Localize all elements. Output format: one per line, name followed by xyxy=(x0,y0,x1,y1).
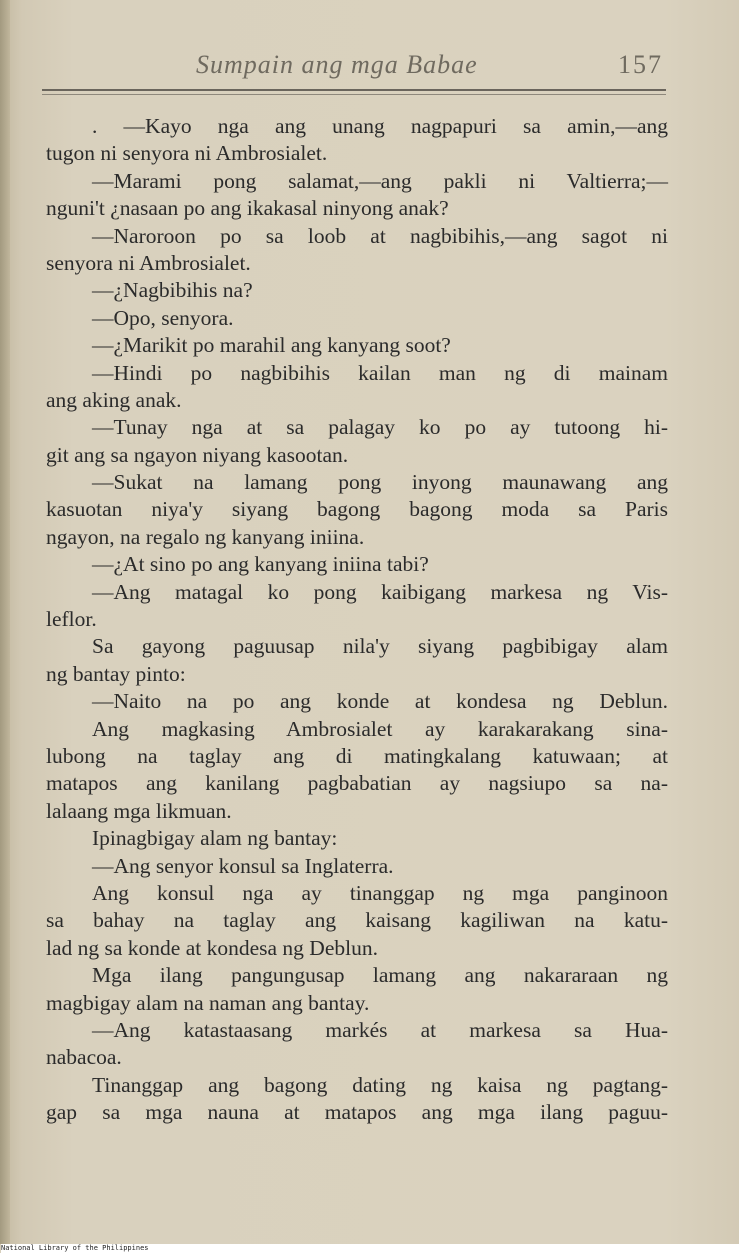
text-line: sa bahay na taglay ang kaisang kagiliwan na katu- xyxy=(46,908,668,933)
page-number: 157 xyxy=(618,50,663,79)
text-line: magbigay alam na naman ang bantay. xyxy=(46,990,370,1015)
text-line: —Ang senyor konsul sa Inglaterra. xyxy=(92,853,394,878)
text-line: —¿At sino po ang kanyang iniina tabi? xyxy=(92,552,429,577)
running-title: Sumpain ang mga Babae xyxy=(196,50,478,79)
text-line: tugon ni senyora ni Ambrosialet. xyxy=(46,141,328,166)
text-line: —Hindi po nagbibihis kailan man ng di mainam xyxy=(92,360,668,385)
text-line: Mga ilang pangungusap lamang ang nakararaan ng xyxy=(92,963,668,988)
text-line: nguni't ¿nasaan po ang ikakasal ninyong anak? xyxy=(46,196,449,221)
text-line: —Naito na po ang konde at kondesa ng Deblun. xyxy=(92,689,668,714)
text-line: —¿Nagbibihis na? xyxy=(92,278,253,303)
text-line: ng bantay pinto: xyxy=(46,661,186,686)
text-line: gap sa mga nauna at matapos ang mga ilang paguu- xyxy=(46,1100,668,1125)
header-rule-thin xyxy=(42,94,666,95)
page-header xyxy=(0,48,739,84)
text-line: Ipinagbigay alam ng bantay: xyxy=(92,826,338,851)
text-line: —Marami pong salamat,—ang pakli ni Valtierra;— xyxy=(92,168,668,193)
text-line: kasuotan niya'y siyang bagong bagong moda sa Paris xyxy=(46,497,668,522)
text-line: —Ang katastaasang markés at markesa sa Hua- xyxy=(92,1017,668,1042)
text-line: leflor. xyxy=(46,607,97,632)
page-binding-edge xyxy=(0,0,10,1244)
text-line: Ang konsul nga ay tinanggap ng mga panginoon xyxy=(92,880,668,905)
text-line: —Sukat na lamang pong inyong maunawang ang xyxy=(92,470,668,495)
text-line: —Opo, senyora. xyxy=(92,305,234,330)
text-line: Ang magkasing Ambrosialet ay karakarakang sina- xyxy=(92,716,668,741)
text-line: —Naroroon po sa loob at nagbibihis,—ang sagot ni xyxy=(92,223,668,248)
text-line: senyora ni Ambrosialet. xyxy=(46,250,251,275)
text-line: Tinanggap ang bagong dating ng kaisa ng pagtang- xyxy=(92,1072,668,1097)
text-line: . —Kayo nga ang unang nagpapuri sa amin,—ang xyxy=(92,114,668,138)
text-line: nabacoa. xyxy=(46,1045,122,1070)
text-line: matapos ang kanilang pagbabatian ay nagsiupo sa na- xyxy=(46,771,668,796)
text-line: ngayon, na regalo ng kanyang iniina. xyxy=(46,524,365,549)
text-line: lubong na taglay ang di matingkalang katuwaan; at xyxy=(46,743,668,768)
text-line: —Tunay nga at sa palagay ko po ay tutoong hi- xyxy=(92,415,668,440)
text-line: lalaang mga likmuan. xyxy=(46,798,232,823)
body-text xyxy=(46,113,668,1126)
text-line: lad ng sa konde at kondesa ng Deblun. xyxy=(46,935,378,960)
text-line: git ang sa ngayon niyang kasootan. xyxy=(46,442,349,467)
text-line: ang aking anak. xyxy=(46,387,182,412)
text-line: —¿Marikit po marahil ang kanyang soot? xyxy=(92,333,451,358)
header-rule xyxy=(42,89,666,91)
text-line: Sa gayong paguusap nila'y siyang pagbibigay alam xyxy=(92,634,668,659)
footer-credit: National Library of the Philippines xyxy=(1,1244,739,1253)
text-line: —Ang matagal ko pong kaibigang markesa ng Vis- xyxy=(92,579,668,604)
